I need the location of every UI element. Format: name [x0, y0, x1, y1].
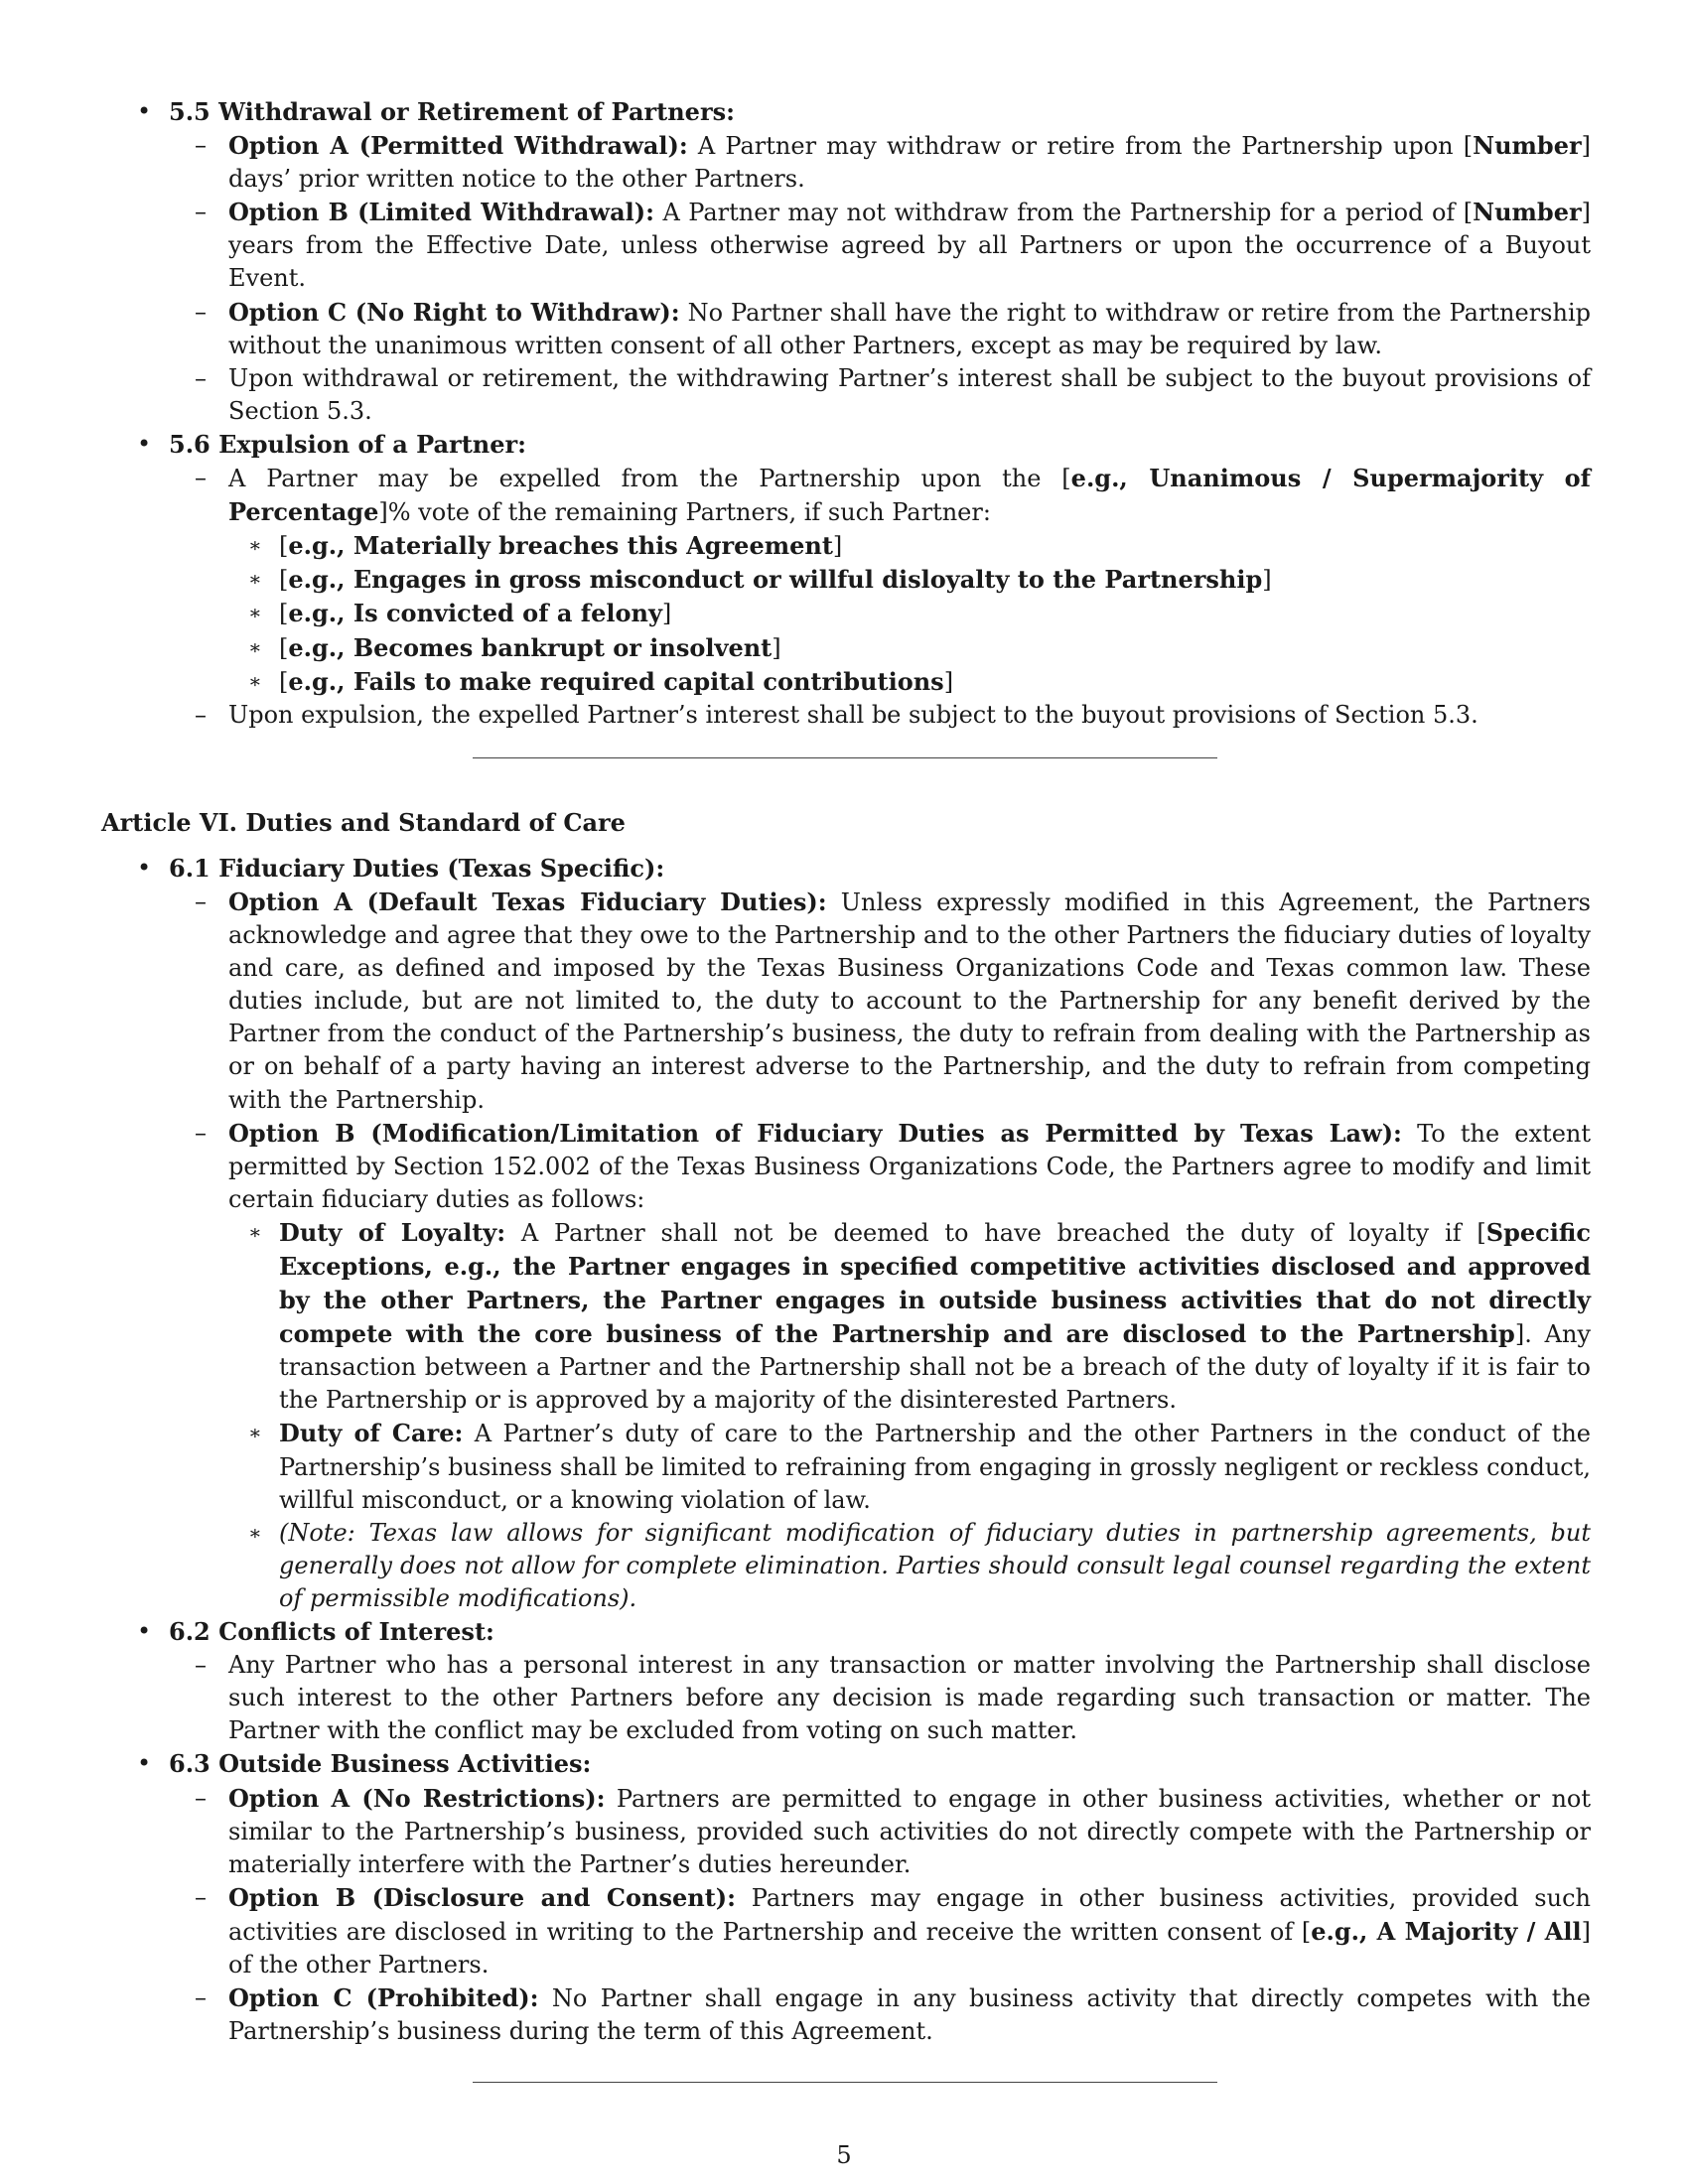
option-item: – Option B (Limited Withdrawal): A Partner may not withdraw from the Partnership for a period of [Number] years from the Effective Date, unless otherwise agreed by all Partners or upon the occurrence of a Buyout Event. [169, 196, 1591, 295]
option-label: Option C (Prohibited): [228, 1983, 539, 2013]
document-page [101, 95, 1591, 2083]
list-item: – Upon withdrawal or retirement, the withdrawing Partner’s interest shall be subject to the buyout provisions of Section 5.3. [169, 362, 1591, 428]
section-heading: 6.1 Fiduciary Duties (Texas Specific): [169, 853, 665, 883]
horizontal-rule [473, 757, 1217, 758]
section-5-5 [101, 95, 1591, 428]
page-number: 5 [836, 2141, 852, 2169]
list-item: – Upon expulsion, the expelled Partner’s interest shall be subject to the buyout provisions of Section 5.3. [169, 699, 1591, 732]
item-label: Duty of Loyalty: [279, 1217, 506, 1247]
option-label: Option B (Limited Withdrawal): [228, 198, 654, 227]
section-heading: 6.2 Conflicts of Interest: [169, 1617, 494, 1647]
note-text: (Note: Texas law allows for significant modification of fiduciary duties in partnership agreements, but generally does not allow for complete elimination. Parties should consult legal counsel regarding the extent of permissible modifications). [279, 1518, 1591, 1612]
option-label: Option A (No Restrictions): [228, 1783, 606, 1813]
placeholder: e.g., A Majority / All [1311, 1916, 1582, 1946]
section-5-list [101, 95, 1591, 732]
list-item: ∗ [e.g., Engages in gross misconduct or willful disloyalty to the Partnership] [228, 563, 1591, 597]
section-6-2 [101, 1615, 1591, 1747]
option-item: – Option A (Permitted Withdrawal): A Partner may withdraw or retire from the Partnership upon [Number] days’ prior written notice to the other Partners. [169, 129, 1591, 196]
list-item: ∗ [e.g., Fails to make required capital contributions] [228, 665, 1591, 699]
article-heading: Article VI. Duties and Standard of Care [101, 807, 626, 837]
section-6-list [101, 852, 1591, 2048]
option-label: Option A (Permitted Withdrawal): [228, 131, 688, 161]
placeholder: Specific Exceptions, e.g., the Partner engages in specified competitive activities disclosed and approved by the other Partners, the Partner engages in outside business activities that do not directly compete with the core business of the Partnership and are disclosed to the Partnership [279, 1217, 1591, 1349]
placeholder: e.g., Unanimous / Supermajority of Percentage [228, 464, 1591, 527]
option-label: Option B (Disclosure and Consent): [228, 1882, 736, 1912]
list-item: ∗ [e.g., Materially breaches this Agreement] [228, 529, 1591, 563]
section-5-6 [101, 428, 1591, 732]
list-item: ∗ Duty of Care: A Partner’s duty of care to the Partnership and the other Partners in the conduct of the Partnership’s business shall be limited to refraining from engaging in grossly negligent or reckless conduct, willful misconduct, or a knowing violation of law. [228, 1417, 1591, 1516]
section-heading: 5.6 Expulsion of a Partner: [169, 429, 526, 459]
list-item [228, 1517, 1591, 1615]
list-item: ∗ Duty of Loyalty: A Partner shall not be deemed to have breached the duty of loyalty if [Specific Exceptions, e.g., the Partner engages in specified competitive activities disclosed and approved by the other Partners, the Partner engages in outside business activities that do not directly compete with the core business of the Partnership and are disclosed to the Partnership]. Any transaction between a Partner and the Partnership shall not be a breach of the duty of loyalty if it is fair to the Partnership or is approved by a majority of the disinterested Partners. [228, 1216, 1591, 1418]
option-label: Option B (Modification/Limitation of Fiduciary Duties as Permitted by Texas Law): [228, 1118, 1402, 1148]
placeholder: Number [1473, 198, 1582, 227]
placeholder: Number [1473, 131, 1582, 161]
option-label: Option C (No Right to Withdraw): [228, 297, 680, 327]
option-item: – Option C (No Right to Withdraw): No Partner shall have the right to withdraw or retire from the Partnership without the unanimous written consent of all other Partners, except as may be required by law. [169, 296, 1591, 362]
option-item: – Option A (Default Texas Fiduciary Duties): Unless expressly modified in this Agreement, the Partners acknowledge and agree that they owe to the Partnership and to the other Partners the fiduciary duties of loyalty and care, as defined and imposed by the Texas Business Organizations Code and Texas common law. These duties include, but are not limited to, the duty to account to the Partnership for any benefit derived by the Partner from the conduct of the Partnership’s business, the duty to refrain from dealing with the Partnership as or on behalf of a party having an interest adverse to the Partnership, and the duty to refrain from competing with the Partnership. [169, 886, 1591, 1117]
option-item: – Option C (Prohibited): No Partner shall engage in any business activity that directly competes with the Partnership’s business during the term of this Agreement. [169, 1981, 1591, 2048]
list-item: ∗ [e.g., Becomes bankrupt or insolvent] [228, 631, 1591, 665]
section-heading: 6.3 Outside Business Activities: [169, 1749, 592, 1779]
list-item: ∗ [e.g., Is convicted of a felony] [228, 597, 1591, 630]
section-6-3 [101, 1747, 1591, 2048]
list-item: – A Partner may be expelled from the Partnership upon the [e.g., Unanimous / Supermajority of Percentage]% vote of the remaining Partners, if such Partner: ∗ [e.g., Materially breaches this Agreement] ∗ [e.g., Engages in gross misconduct or willful disloyalty to the Partnership] ∗ [e.g., Is convicted of a felony] ∗ [e.g., Becomes bankrupt or insolvent] ∗ [e.g., Fails to make required capital contributions] [169, 462, 1591, 699]
option-label: Option A (Default Texas Fiduciary Duties): [228, 887, 827, 916]
option-item: – Option B (Disclosure and Consent): Partners may engage in other business activities, provided such activities are disclosed in writing to the Partnership and receive the written consent of [e.g., A Majority / All] of the other Partners. [169, 1881, 1591, 1981]
item-label: Duty of Care: [279, 1419, 464, 1448]
option-item: – Option B (Modification/Limitation of Fiduciary Duties as Permitted by Texas Law): To the extent permitted by Section 152.002 of the Texas Business Organizations Code, the Partners agree to modify and limit certain fiduciary duties as follows: ∗ Duty of Loyalty: A Partner shall not be deemed to have breached the duty of loyalty if [Specific Exceptions, e.g., the Partner engages in specified competitive activities disclosed and approved by the other Partners, the Partner engages in outside business activities that do not directly compete with the core business of the Partnership and are disclosed to the Partnership]. Any transaction between a Partner and the Partnership shall not be a breach of the duty of loyalty if it is fair to the Partnership or is approved by a majority of the disinterested Partners. ∗ Duty of Care: A Partner’s duty of care to the Partnership and the other Partners in the conduct of the Partnership’s business shall be limited to refraining from engaging in grossly negligent or reckless conduct, willful misconduct, or a knowing violation of law. ∗ (Note: Texas law allows for significant modification of fiduciary duties in partnership agreements, but generally does not allow for complete elimination. Parties should consult legal counsel regarding the extent of permissible modifications). [169, 1117, 1591, 1615]
list-item: – Any Partner who has a personal interest in any transaction or matter involving the Partnership shall disclose such interest to the other Partners before any decision is made regarding such transaction or matter. The Partner with the conflict may be excluded from voting on such matter. [169, 1649, 1591, 1747]
section-6-1 [101, 852, 1591, 1615]
option-item: – Option A (No Restrictions): Partners are permitted to engage in other business activities, whether or not similar to the Partnership’s business, provided such activities do not directly compete with the Partnership or materially interfere with the Partner’s duties hereunder. [169, 1782, 1591, 1881]
horizontal-rule [473, 2082, 1217, 2083]
section-heading: 5.5 Withdrawal or Retirement of Partners: [169, 97, 735, 126]
expulsion-grounds [228, 529, 1591, 698]
